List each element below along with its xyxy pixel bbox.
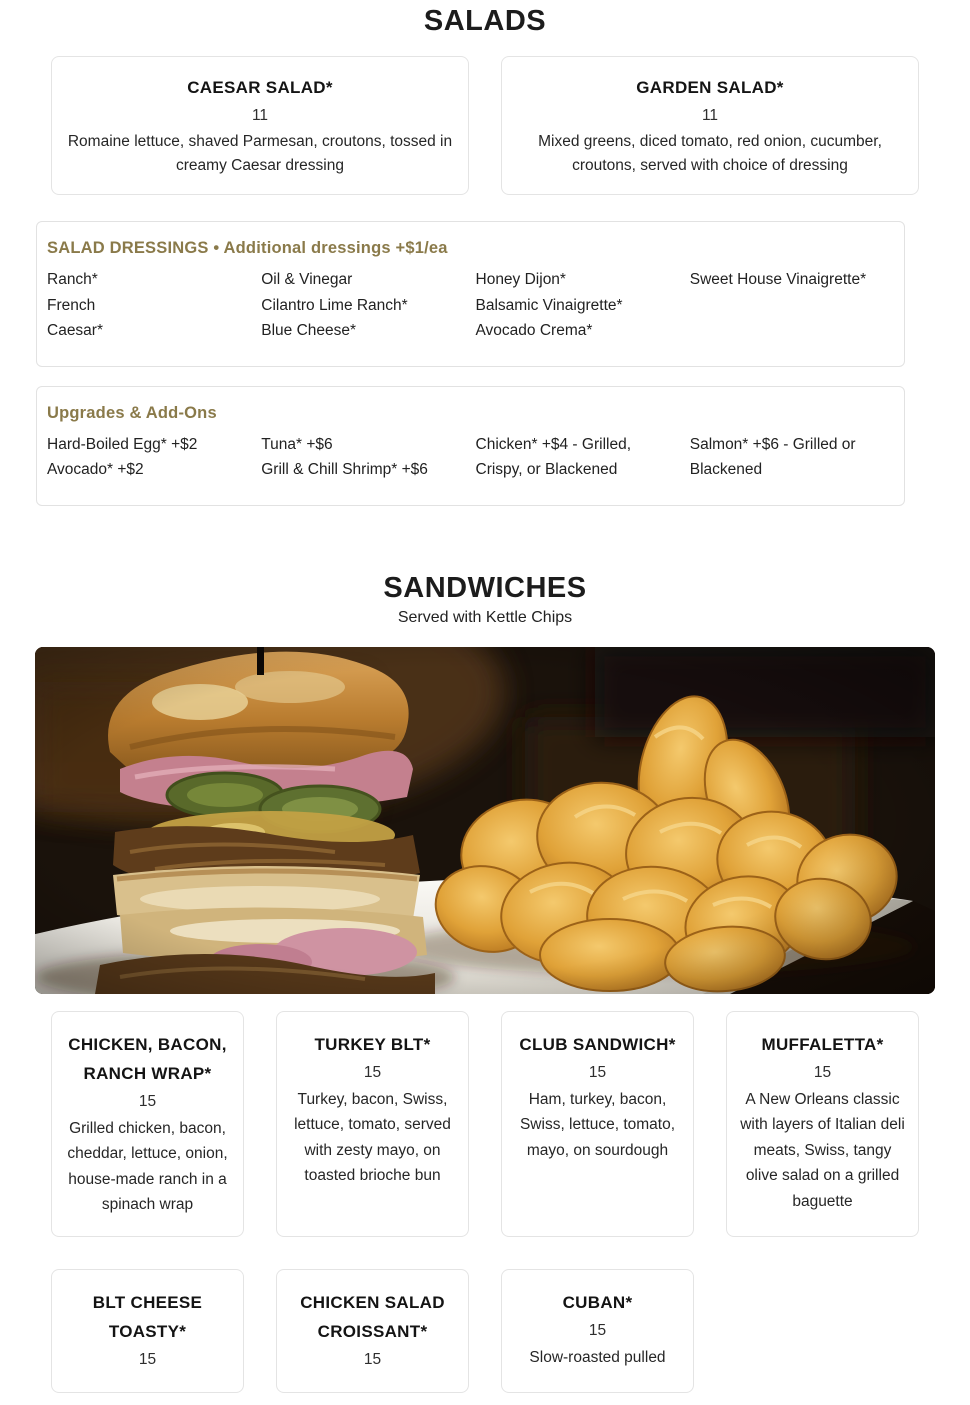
item-name: CHICKEN, BACON, RANCH WRAP* <box>68 1034 227 1083</box>
menu-card-cuban <box>501 1269 694 1393</box>
addon-item: Grill & Chill Shrimp* +$6 <box>261 461 428 478</box>
item-price: 15 <box>363 1063 382 1081</box>
menu-card-garden-salad <box>501 56 919 195</box>
sandwich-cards-row-1 <box>51 1011 919 1237</box>
dressings-grid <box>47 267 892 344</box>
item-name: BLT CHEESE TOASTY* <box>92 1292 203 1341</box>
addon-item: Avocado* +$2 <box>47 461 144 478</box>
cuban-sandwich-with-kettle-chips-photo <box>35 647 935 994</box>
addons-header: Upgrades & Add-Ons <box>47 403 217 422</box>
item-description: Ham, turkey, bacon, Swiss, lettuce, tomato, mayo, on sourdough <box>519 1090 676 1159</box>
dressing-item: Balsamic Vinaigrette* <box>475 296 623 314</box>
addon-item: Salmon* +$6 - Grilled or Blackened <box>689 435 856 478</box>
dressing-item: Caesar* <box>47 322 103 339</box>
dressing-item: Oil & Vinegar <box>261 271 353 288</box>
addon-item: Hard-Boiled Egg* +$2 <box>47 435 198 453</box>
item-name: CUBAN* <box>562 1292 633 1312</box>
addon-item: Chicken* +$4 - Grilled, Crispy, or Blackened <box>475 435 631 478</box>
dressing-item: Avocado Crema* <box>475 322 593 339</box>
item-price: 11 <box>251 107 269 124</box>
item-price: 15 <box>138 1350 157 1368</box>
dressing-item: Blue Cheese* <box>261 322 357 339</box>
addons-column-4 <box>690 432 892 483</box>
menu-card-blt-cheese-toasty <box>51 1269 244 1393</box>
dressing-item: French <box>47 296 96 314</box>
dressings-column-2 <box>261 267 463 344</box>
addon-item: Tuna* +$6 <box>261 435 333 453</box>
menu-card-caesar-salad <box>51 56 469 195</box>
item-name: GARDEN SALAD* <box>636 78 784 97</box>
item-price: 15 <box>588 1063 607 1081</box>
menu-card-chicken-bacon-ranch-wrap <box>51 1011 244 1237</box>
item-description: Turkey, bacon, Swiss, lettuce, tomato, served with zesty mayo, on toasted brioche bun <box>294 1090 451 1184</box>
dressings-column-4 <box>690 267 892 344</box>
menu-card-turkey-blt <box>276 1011 469 1237</box>
dressing-item: Honey Dijon* <box>475 271 566 288</box>
item-price: 15 <box>813 1063 832 1081</box>
item-description: Grilled chicken, bacon, cheddar, lettuce, onion, house-made ranch in a spinach wrap <box>67 1119 228 1213</box>
addons-column-3 <box>476 432 678 483</box>
dressings-header: SALAD DRESSINGS • Additional dressings +$1/ea <box>47 239 448 257</box>
item-name: MUFFALETTA* <box>761 1034 884 1054</box>
item-price: 15 <box>588 1321 607 1339</box>
item-description: A New Orleans classic with layers of Italian deli meats, Swiss, tangy olive salad on a grilled baguette <box>740 1090 905 1210</box>
sandwich-cards-row-2 <box>51 1269 919 1393</box>
item-description: Slow-roasted pulled <box>529 1348 666 1366</box>
item-description: Mixed greens, diced tomato, red onion, cucumber, croutons, served with choice of dressing <box>538 133 882 174</box>
upgrades-addons-box <box>36 386 905 506</box>
dressing-item: Cilantro Lime Ranch* <box>261 296 408 314</box>
salad-dressings-box <box>36 221 905 367</box>
dressings-column-3 <box>476 267 678 344</box>
item-price: 15 <box>138 1092 157 1110</box>
dressing-item: Sweet House Vinaigrette* <box>689 271 867 288</box>
item-name: CAESAR SALAD* <box>187 78 333 97</box>
salads-section-title: SALADS <box>423 5 547 37</box>
item-name: CHICKEN SALAD CROISSANT* <box>300 1292 445 1341</box>
addons-column-2 <box>261 432 463 483</box>
item-price: 15 <box>363 1350 382 1368</box>
item-name: CLUB SANDWICH* <box>519 1034 676 1054</box>
sandwiches-section-subtitle: Served with Kettle Chips <box>397 608 573 626</box>
salad-cards-row <box>51 56 919 195</box>
item-price: 11 <box>701 107 719 124</box>
addons-column-1 <box>47 432 249 483</box>
dressing-item: Ranch* <box>47 271 98 288</box>
item-name: TURKEY BLT* <box>314 1034 431 1054</box>
menu-card-muffaletta <box>726 1011 919 1237</box>
dressings-column-1 <box>47 267 249 344</box>
sandwiches-section-title: SANDWICHES <box>383 571 587 604</box>
menu-card-chicken-salad-croissant <box>276 1269 469 1393</box>
item-description: Romaine lettuce, shaved Parmesan, croutons, tossed in creamy Caesar dressing <box>67 133 453 174</box>
menu-card-club-sandwich <box>501 1011 694 1237</box>
addons-grid <box>47 432 892 483</box>
